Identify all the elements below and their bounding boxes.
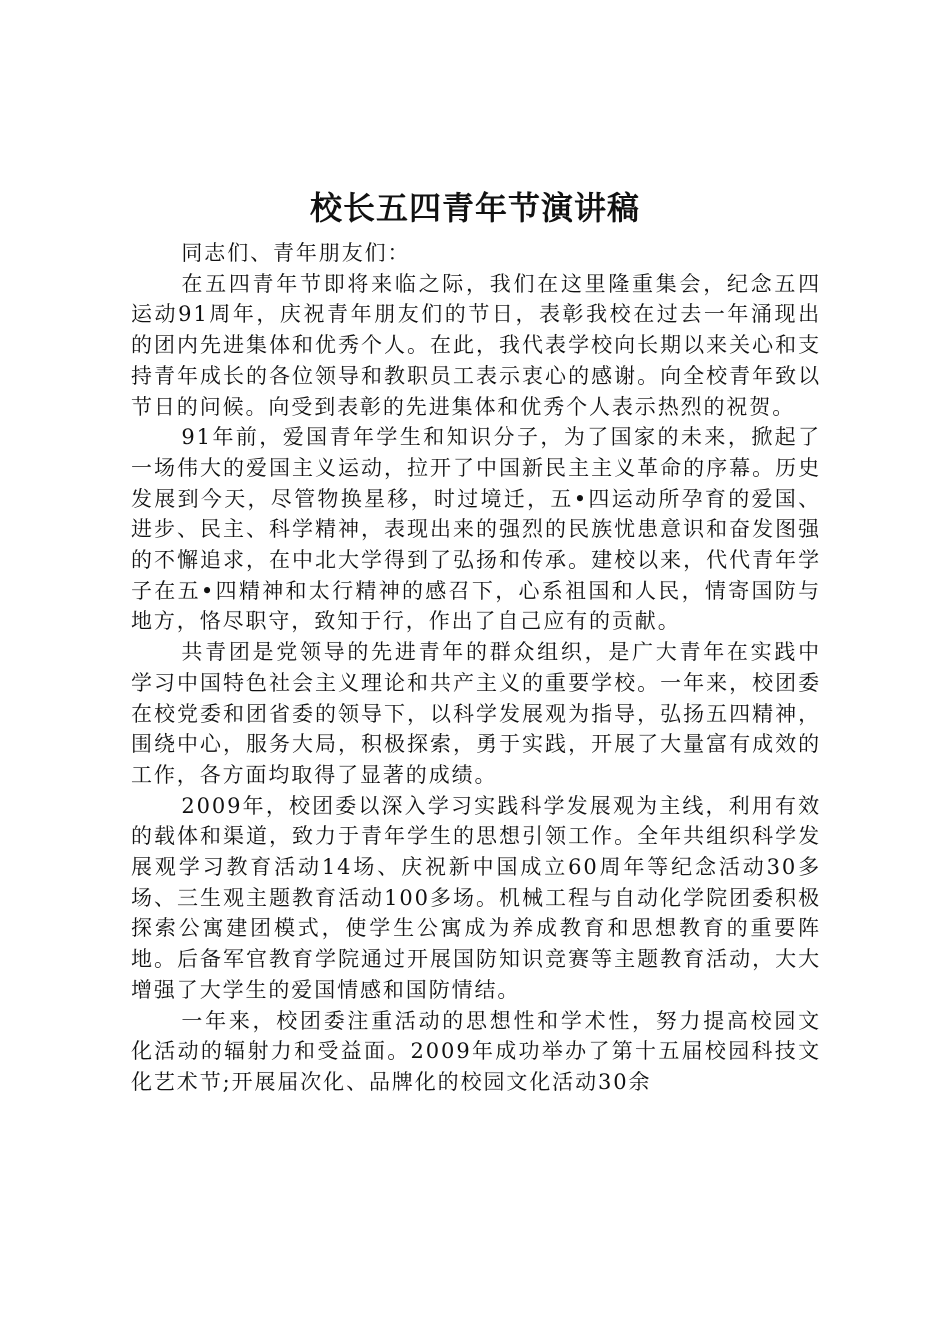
paragraph-2: 91年前，爱国青年学生和知识分子，为了国家的未来，掀起了一场伟大的爱国主义运动，拉开了中国新民主主义革命的序幕。历史发展到今天，尽管物换星移，时过境迁，五•四运动所孕育的爱国、进步、民主、科学精神，表现出来的强烈的民族忧患意识和奋发图强的不懈追求，在中北大学得到了弘扬和传承。建校以来，代代青年学子在五•四精神和太行精神的感召下，心系祖国和人民，情寄国防与地方，恪尽职守，致知于行，作出了自己应有的贡献。	[131, 425, 821, 634]
document-body	[131, 238, 821, 1098]
salutation: 同志们、青年朋友们：	[181, 241, 411, 265]
paragraph-1: 在五四青年节即将来临之际，我们在这里隆重集会，纪念五四运动91周年，庆祝青年朋友们的节日，表彰我校在过去一年涌现出的团内先进集体和优秀个人。在此，我代表学校向长期以来关心和支持青年成长的各位领导和教职员工表示衷心的感谢。向全校青年致以节日的问候。向受到表彰的先进集体和优秀个人表示热烈的祝贺。	[131, 271, 821, 419]
paragraph-4: 2009年，校团委以深入学习实践科学发展观为主线，利用有效的载体和渠道，致力于青年学生的思想引领工作。全年共组织科学发展观学习教育活动14场、庆祝新中国成立60周年等纪念活动30多场、三生观主题教育活动100多场。机械工程与自动化学院团委积极探索公寓建团模式，使学生公寓成为养成教育和思想教育的重要阵地。后备军官教育学院通过开展国防知识竞赛等主题教育活动，大大增强了大学生的爱国情感和国防情结。	[131, 793, 821, 1002]
paragraph-3: 共青团是党领导的先进青年的群众组织，是广大青年在实践中学习中国特色社会主义理论和共产主义的重要学校。一年来，校团委在校党委和团省委的领导下，以科学发展观为指导，弘扬五四精神，围绕中心，服务大局，积极探索，勇于实践，开展了大量富有成效的工作，各方面均取得了显著的成绩。	[131, 640, 821, 787]
document-title: 校长五四青年节演讲稿	[309, 189, 640, 227]
paragraph-5: 一年来，校团委注重活动的思想性和学术性，努力提高校园文化活动的辐射力和受益面。2009年成功举办了第十五届校园科技文化艺术节;开展届次化、品牌化的校园文化活动30余	[131, 1008, 821, 1094]
